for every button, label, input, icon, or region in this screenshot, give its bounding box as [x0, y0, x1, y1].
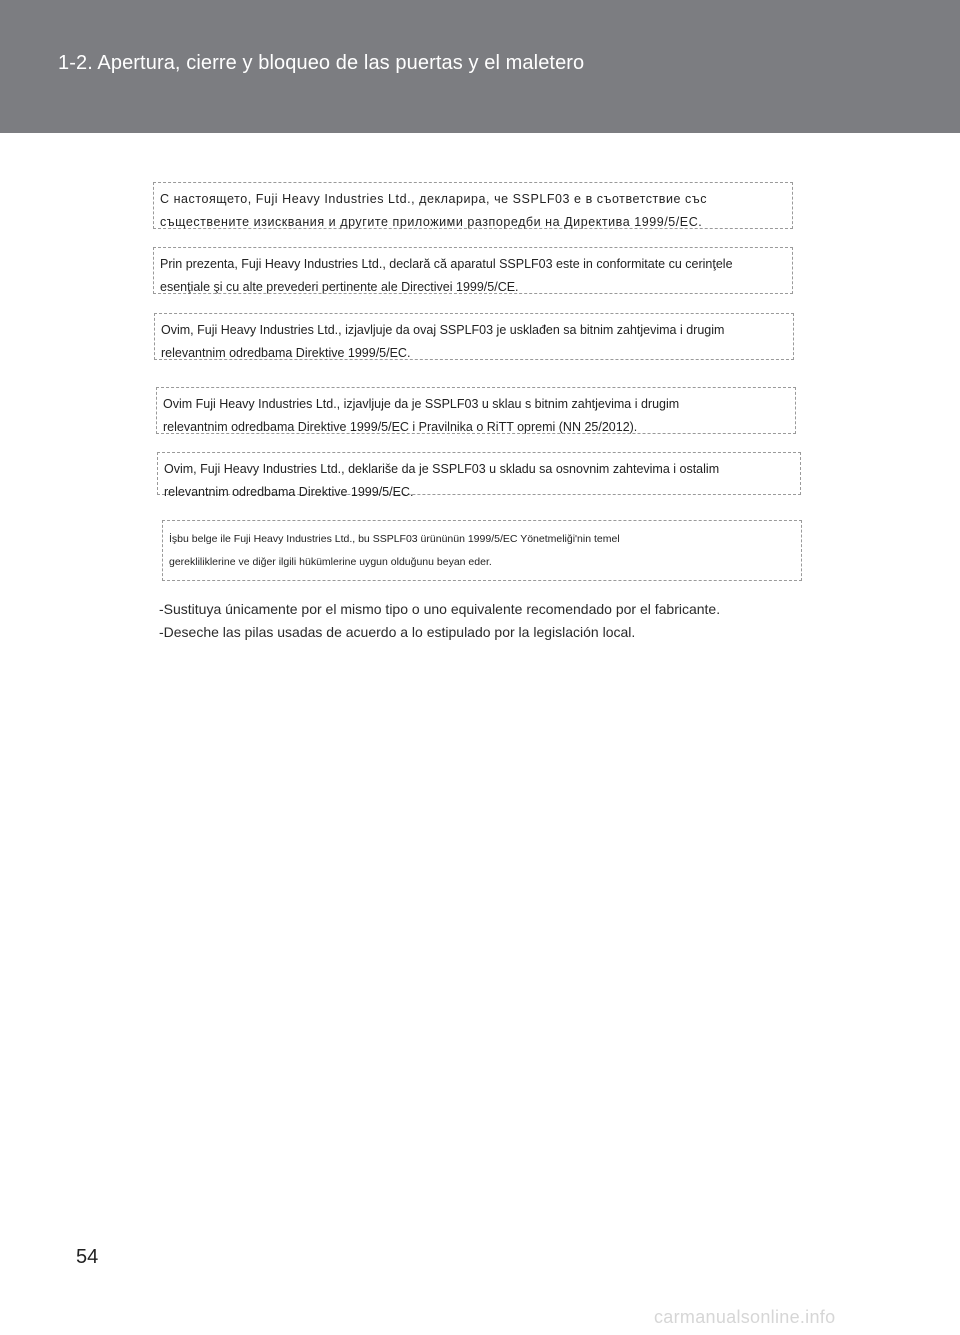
declaration-croatian	[156, 387, 796, 434]
declaration-line: Ovim Fuji Heavy Industries Ltd., izjavljuje da je SSPLF03 u sklau s bitnim zahtjevima i drugim	[163, 397, 680, 411]
page-number: 54	[76, 1246, 99, 1268]
declaration-line: relevantnim odredbama Direktive 1999/5/EC.	[164, 485, 414, 499]
declaration-serbian	[157, 452, 801, 499]
note-dispose-battery: -Deseche las pilas usadas de acuerdo a lo estipulado por la legislación local.	[159, 624, 636, 640]
declaration-line: С настоящето, Fuji Heavy Industries Ltd., декларира, че SSPLF03 е в съответствие със	[160, 192, 708, 206]
declaration-turkish	[162, 520, 802, 581]
declaration-line: esenţiale şi cu alte prevederi pertinente ale Directivei 1999/5/CE.	[160, 280, 519, 294]
header-band	[0, 0, 960, 133]
declaration-line: Ovim, Fuji Heavy Industries Ltd., deklariše da je SSPLF03 u skladu sa osnovnim zahtevima i ostalim	[164, 462, 720, 476]
declaration-line: Ovim, Fuji Heavy Industries Ltd., izjavljuje da ovaj SSPLF03 je usklađen sa bitnim zahtjevima i drugim	[161, 323, 725, 337]
declaration-line: relevantnim odredbama Direktive 1999/5/EC.	[161, 346, 411, 360]
declaration-romanian	[153, 247, 793, 294]
section-title: 1-2. Apertura, cierre y bloqueo de las puertas y el maletero	[58, 52, 585, 74]
note-replace-battery: -Sustituya únicamente por el mismo tipo o uno equivalente recomendado por el fabricante.	[159, 601, 721, 617]
battery-notes	[159, 598, 720, 644]
declaration-bosnian	[154, 313, 794, 360]
watermark: carmanualsonline.info	[654, 1307, 836, 1327]
declaration-line: relevantnim odredbama Direktive 1999/5/EC i Pravilnika o RiTT opremi (NN 25/2012).	[163, 420, 638, 434]
declaration-line: съществените изисквания и другите приложими разпоредби на Директива 1999/5/ЕС.	[160, 215, 703, 229]
declaration-bulgarian	[153, 182, 793, 229]
declaration-line: İşbu belge ile Fuji Heavy Industries Ltd., bu SSPLF03 ürününün 1999/5/EC Yönetmeliği'nin temel	[169, 533, 620, 545]
declaration-line: gerekliliklerine ve diğer ilgili hükümlerine uygun olduğunu beyan eder.	[169, 556, 492, 568]
declaration-line: Prin prezenta, Fuji Heavy Industries Ltd., declară că aparatul SSPLF03 este in conformitate cu cerinţele	[160, 257, 733, 271]
